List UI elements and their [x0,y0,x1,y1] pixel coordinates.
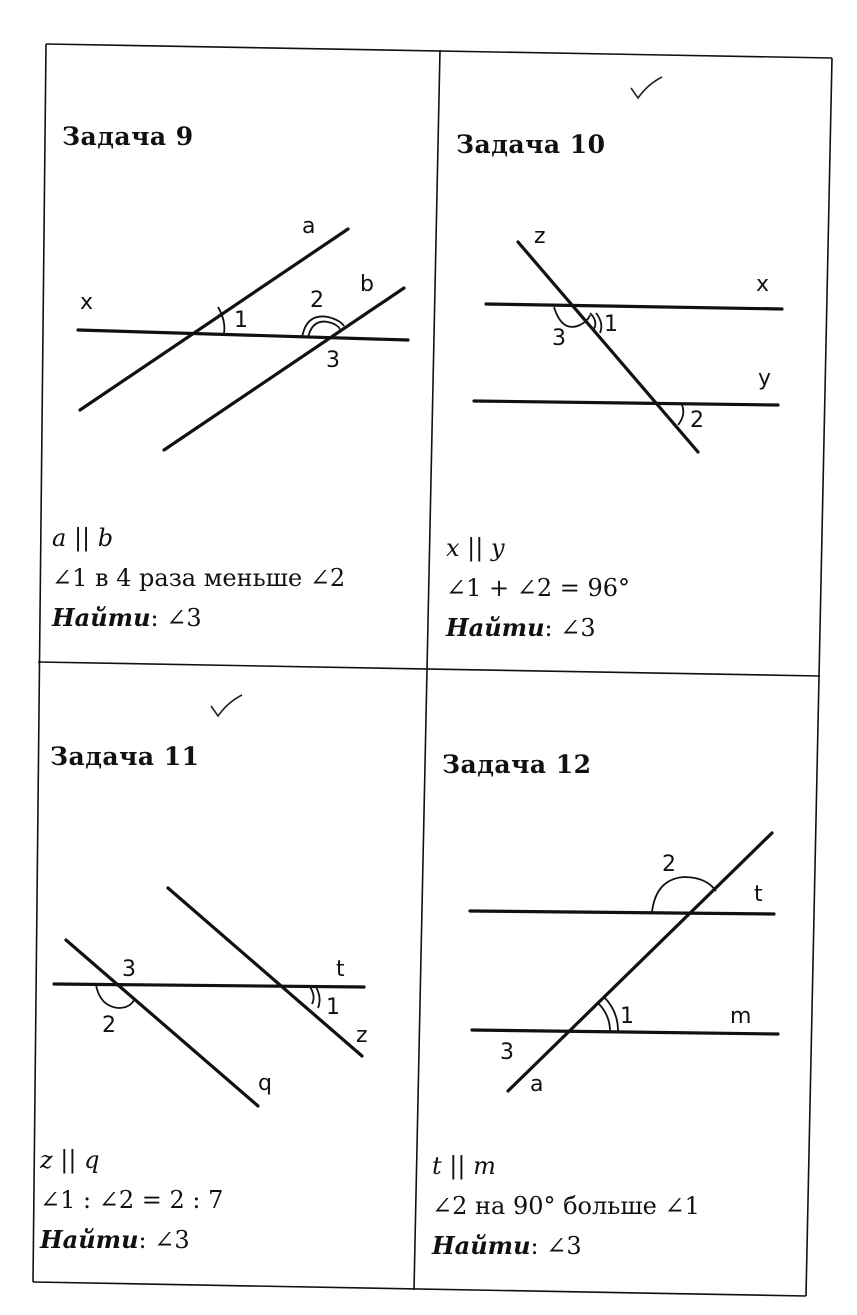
label-line-z: z [356,1023,368,1048]
line-x [486,304,782,309]
label-angle-1: 1 [234,308,248,333]
problem-title: Задача 11 [50,742,200,771]
find-label: Найти [52,603,151,632]
given-parallel: a || b [52,524,114,552]
find-target: : ∠3 [544,614,596,642]
label-line-b: b [360,272,374,297]
angle-1-arc-inner [310,987,314,1004]
line-a [80,229,348,410]
label-line-a: a [530,1072,544,1097]
label-angle-3: 3 [122,957,136,982]
problem-11-figure [30,870,410,1130]
problem-conditions [446,528,630,648]
find-target: : ∠3 [150,604,202,632]
find-line [52,598,345,638]
label-angle-1: 1 [604,312,618,337]
label-angle-1: 1 [620,1004,634,1029]
label-line-t: t [336,957,345,982]
angle-3-arc [554,307,590,327]
label-angle-2: 2 [310,288,324,313]
angle-2-arc [652,877,716,912]
angle-1-arc [218,307,224,333]
label-line-t: t [754,882,763,907]
label-angle-3: 3 [326,348,340,373]
line-m [472,1030,778,1034]
given-relation: ∠1 в 4 раза меньше ∠2 [52,564,346,592]
angle-1-arc-outer [316,987,320,1008]
label-line-m: m [730,1004,752,1029]
label-angle-1: 1 [326,995,340,1020]
problem-conditions [52,518,345,638]
given-parallel: z || q [40,1146,100,1174]
problem-conditions [40,1140,223,1260]
label-line-z: z [534,224,546,249]
problem-conditions [432,1146,700,1266]
label-angle-2: 2 [662,852,676,877]
angle-1-arc-outer [596,313,601,333]
problem-title: Задача 9 [62,122,194,151]
problem-title: Задача 10 [456,130,606,159]
checkmark-problem-11 [208,692,248,722]
label-line-a: a [302,214,316,239]
label-line-x: x [80,290,94,315]
line-z [518,242,698,452]
border-top [46,44,832,58]
find-line [40,1220,223,1260]
given-relation: ∠1 : ∠2 = 2 : 7 [40,1186,224,1214]
find-target: : ∠3 [138,1226,190,1254]
line-y [474,401,778,405]
find-label: Найти [40,1225,139,1254]
checkmark-problem-10 [628,74,668,104]
find-line [432,1226,700,1266]
line-t [54,984,364,987]
given-parallel: x || y [446,534,505,562]
border-middle-horizontal [38,662,820,676]
label-angle-3: 3 [500,1040,514,1065]
given-relation: ∠1 + ∠2 = 96° [446,574,631,602]
label-line-q: q [258,1071,272,1096]
line-b [164,288,404,450]
given-parallel: t || m [432,1152,496,1180]
label-angle-2: 2 [690,408,704,433]
line-a [508,833,772,1091]
problem-9-figure [40,195,460,495]
problem-10-figure [440,215,820,475]
line-q [66,940,258,1106]
label-angle-3: 3 [552,326,566,351]
find-label: Найти [446,613,545,642]
border-bottom [33,1282,806,1296]
label-line-y: y [758,366,772,391]
angle-2-arc [96,985,134,1008]
line-t [470,911,774,914]
angle-2-arc [678,405,683,425]
label-angle-2: 2 [102,1013,116,1038]
line-z [168,888,362,1056]
angle-1-arc-inner [598,1003,610,1031]
problem-12-figure [440,815,820,1105]
find-line [446,608,630,648]
label-line-x: x [756,272,770,297]
find-target: : ∠3 [530,1232,582,1260]
problem-title: Задача 12 [442,750,592,779]
find-label: Найти [432,1231,531,1260]
given-relation: ∠2 на 90° больше ∠1 [432,1192,700,1220]
